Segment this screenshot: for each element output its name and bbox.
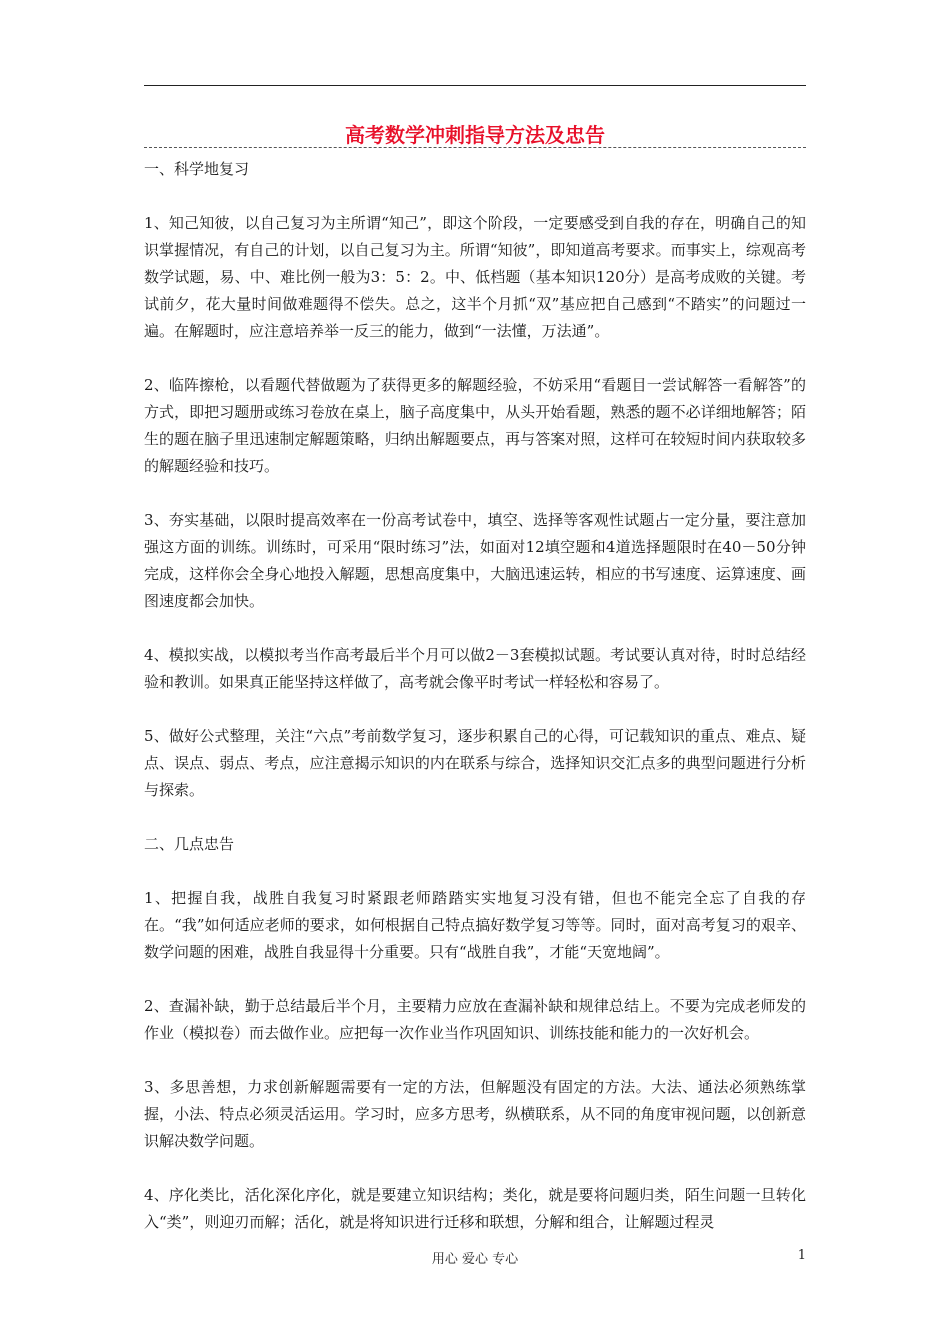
document-body	[144, 156, 806, 1263]
footer-motto: 用心 爱心 专心	[431, 1252, 519, 1267]
paragraph-1-2: 2、临阵擦枪，以看题代替做题为了获得更多的解题经验，不妨采用“看题目一尝试解答一看解答”的方式，即把习题册或练习卷放在桌上，脑子高度集中，从头开始看题，熟悉的题不必详细地解答；陌生的题在脑子里迅速制定解题策略，归纳出解题要点，再与答案对照，这样可在较短时间内获取较多的解题经验和技巧。	[144, 376, 806, 475]
page-number: 1	[797, 1248, 806, 1263]
paragraph-2-3: 3、多思善想，力求创新解题需要有一定的方法，但解题没有固定的方法。大法、通法必须熟练掌握，小法、特点必须灵活运用。学习时，应多方思考，纵横联系，从不同的角度审视问题，以创新意识解决数学问题。	[144, 1078, 806, 1150]
document-title-text: 高考数学冲刺指导方法及忠告	[341, 123, 609, 147]
header-rule	[144, 85, 806, 86]
section-heading-1: 一、科学地复习	[144, 160, 250, 178]
paragraph-2-4: 4、序化类比，活化深化序化，就是要建立知识结构；类化，就是要将问题归类，陌生问题一旦转化入“类”，则迎刃而解；活化，就是将知识进行迁移和联想，分解和组合，让解题过程灵	[144, 1186, 806, 1231]
paragraph-2-2: 2、查漏补缺，勤于总结最后半个月，主要精力应放在查漏补缺和规律总结上。不要为完成老师发的作业（模拟卷）而去做作业。应把每一次作业当作巩固知识、训练技能和能力的一次好机会。	[144, 997, 806, 1042]
paragraph-1-3: 3、夯实基础，以限时提高效率在一份高考试卷中，填空、选择等客观性试题占一定分量，要注意加强这方面的训练。训练时，可采用“限时练习”法，如面对12填空题和4道选择题限时在40－50分钟完成，这样你会全身心地投入解题，思想高度集中，大脑迅速运转，相应的书写速度、运算速度、画图速度都会加快。	[144, 511, 806, 610]
paragraph-1-1: 1、知己知彼，以自己复习为主所谓“知己”，即这个阶段，一定要感受到自我的存在，明确自己的知识掌握情况，有自己的计划，以自己复习为主。所谓“知彼”，即知道高考要求。而事实上，综观高考数学试题，易、中、难比例一般为3：5：2。中、低档题（基本知识120分）是高考成败的关键。考试前夕，花大量时间做难题得不偿失。总之，这半个月抓“双”基应把自己感到“不踏实”的问题过一遍。在解题时，应注意培养举一反三的能力，做到“一法懂，万法通”。	[144, 214, 806, 340]
paragraph-1-5: 5、做好公式整理，关注“六点”考前数学复习，逐步积累自己的心得，可记载知识的重点、难点、疑点、误点、弱点、考点，应注意揭示知识的内在联系与综合，选择知识交汇点多的典型问题进行分析与探索。	[144, 727, 806, 799]
title-row	[144, 118, 806, 154]
paragraph-1-4: 4、模拟实战，以模拟考当作高考最后半个月可以做2－3套模拟试题。考试要认真对待，时时总结经验和教训。如果真正能坚持这样做了，高考就会像平时考试一样轻松和容易了。	[144, 646, 806, 691]
document-title	[144, 122, 806, 148]
section-heading-2: 二、几点忠告	[144, 835, 235, 853]
paragraph-2-1: 1、把握自我，战胜自我复习时紧跟老师踏踏实实地复习没有错，但也不能完全忘了自我的存在。“我”如何适应老师的要求，如何根据自己特点搞好数学复习等等。同时，面对高考复习的艰辛、数学问题的困难，战胜自我显得十分重要。只有“战胜自我”，才能“天宽地阔”。	[144, 889, 806, 961]
